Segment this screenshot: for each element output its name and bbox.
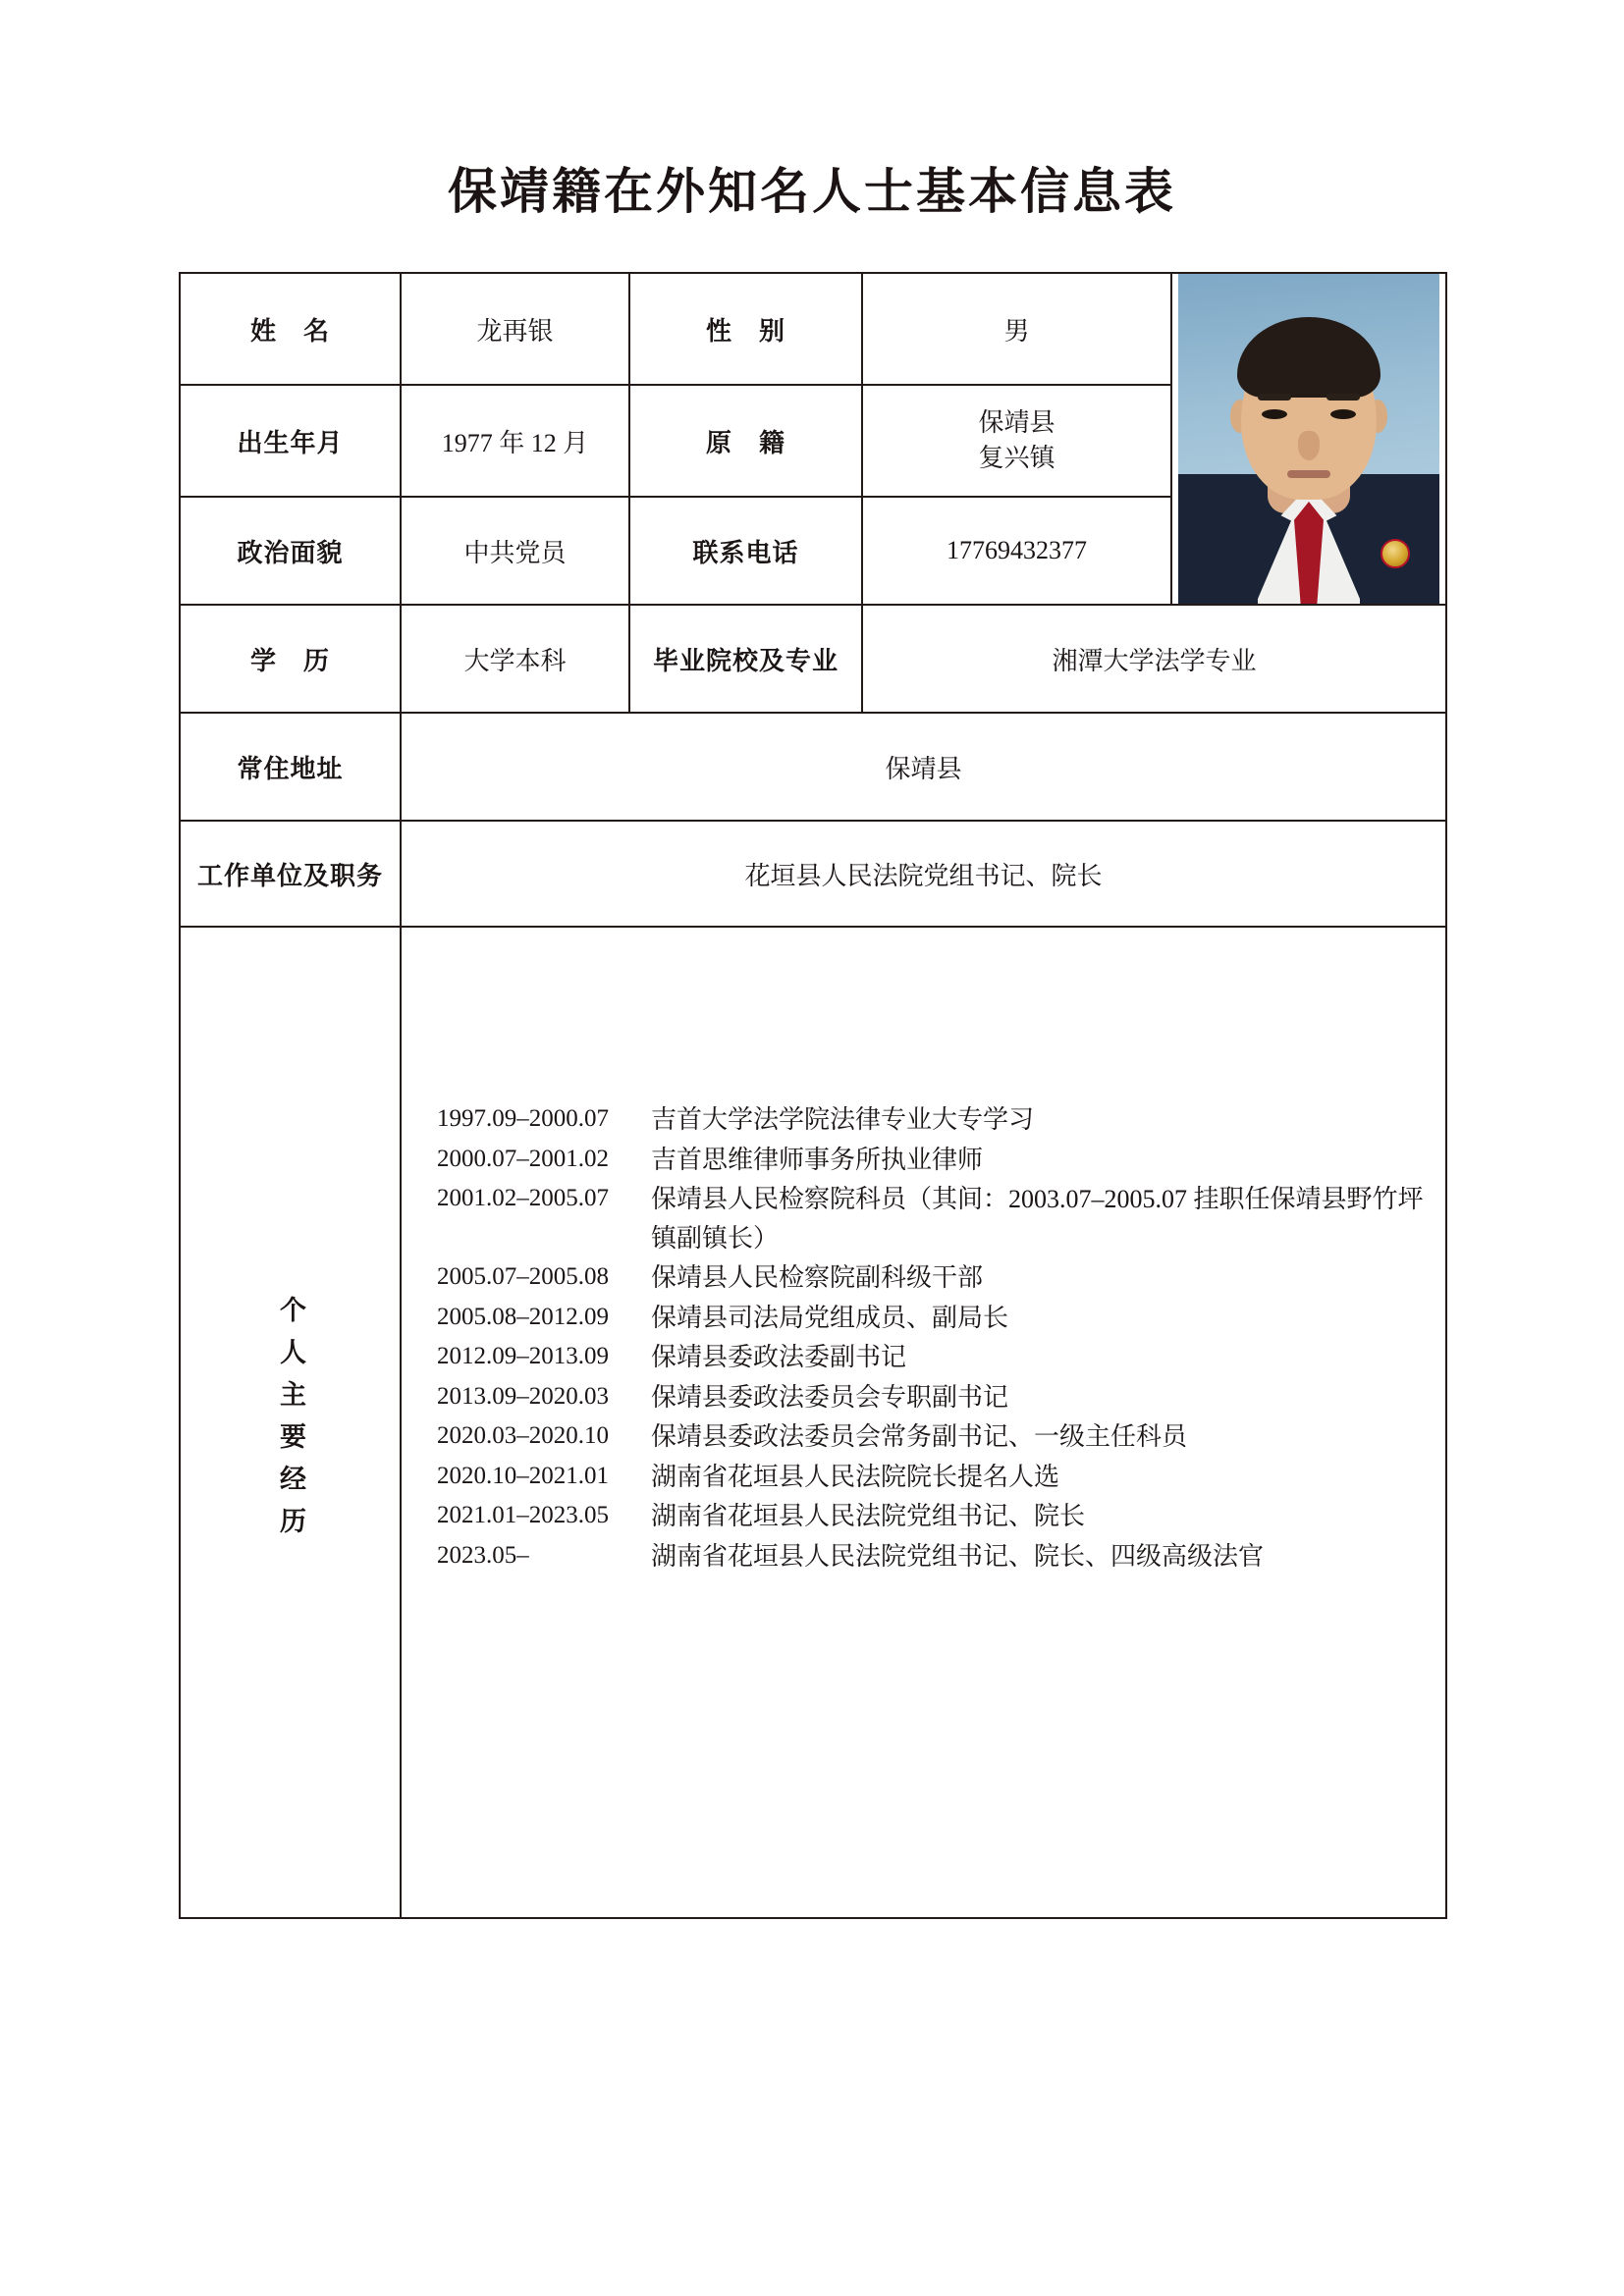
table-row-experience (180, 927, 1446, 1918)
table-row-education (180, 605, 1446, 713)
experience-item-date: 2000.07–2001.02 (437, 1145, 609, 1172)
lapel-badge-icon (1380, 539, 1410, 568)
experience-item-date: 2023.05– (437, 1541, 529, 1569)
experience-item-description: 湖南省花垣县人民法院党组书记、院长、四级高级法官 (651, 1541, 1265, 1571)
experience-item-date: 2020.03–2020.10 (437, 1422, 609, 1450)
experience-item-date: 2005.08–2012.09 (437, 1303, 609, 1330)
experience-item-date: 2013.09–2020.03 (437, 1382, 609, 1410)
value-experience-cell (401, 927, 1446, 1918)
experience-item-description: 保靖县委政法委员会常务副书记、一级主任科员 (651, 1422, 1188, 1452)
experience-item-description: 吉首思维律师事务所执业律师 (651, 1145, 984, 1174)
experience-item-date: 2021.01–2023.05 (437, 1502, 609, 1529)
experience-item-description: 保靖县人民检察院科员（其间：2003.07–2005.07 挂职任保靖县野竹坪镇副镇长） (651, 1185, 1424, 1253)
mouth-shape (1287, 470, 1330, 478)
value-origin-line2: 复兴镇 (978, 444, 1056, 472)
label-education: 学 历 (180, 605, 401, 713)
portrait-photo-image (1178, 274, 1439, 604)
eye-right-shape (1330, 409, 1356, 419)
value-education: 大学本科 (401, 605, 629, 713)
value-origin (862, 385, 1171, 497)
page-title: 保靖籍在外知名人士基本信息表 (448, 164, 1176, 219)
value-gender: 男 (862, 273, 1171, 385)
value-school-major: 湘潭大学法学专业 (862, 605, 1446, 713)
label-work-unit: 工作单位及职务 (180, 821, 401, 927)
experience-item-description: 保靖县司法局党组成员、副局长 (651, 1303, 1009, 1332)
experience-item-description: 保靖县人民检察院副科级干部 (651, 1263, 984, 1293)
experience-item-description: 保靖县委政法委副书记 (651, 1343, 907, 1372)
table-row-name (180, 273, 1446, 385)
experience-item (437, 1258, 1428, 1298)
eyebrow-right-shape (1326, 394, 1360, 400)
label-birth-date: 出生年月 (180, 385, 401, 497)
experience-item-date: 2001.02–2005.07 (437, 1185, 609, 1212)
table-row-address (180, 713, 1446, 821)
experience-item-description: 吉首大学法学院法律专业大专学习 (651, 1105, 1035, 1134)
value-political-status: 中共党员 (401, 497, 629, 605)
label-origin: 原 籍 (629, 385, 862, 497)
label-gender: 性 别 (629, 273, 862, 385)
info-table-wrapper (179, 272, 1445, 1919)
value-birth-date: 1977 年 12 月 (401, 385, 629, 497)
value-address: 保靖县 (401, 713, 1446, 821)
eye-left-shape (1262, 409, 1287, 419)
experience-item-date: 2005.07–2005.08 (437, 1263, 609, 1291)
value-work-unit: 花垣县人民法院党组书记、院长 (401, 821, 1446, 927)
value-phone: 17769432377 (862, 497, 1171, 605)
label-political-status: 政治面貌 (180, 497, 401, 605)
nose-shape (1298, 431, 1320, 460)
experience-item (437, 1180, 1428, 1257)
experience-item-date: 2012.09–2013.09 (437, 1343, 609, 1370)
experience-item (437, 1338, 1428, 1377)
experience-item-description: 湖南省花垣县人民法院党组书记、院长 (651, 1502, 1086, 1531)
experience-item (437, 1497, 1428, 1536)
experience-item (437, 1100, 1428, 1140)
experience-item (437, 1141, 1428, 1180)
experience-item-date: 2020.10–2021.01 (437, 1462, 609, 1489)
label-name: 姓 名 (180, 273, 401, 385)
experience-item (437, 1417, 1428, 1457)
table-row-work-unit (180, 821, 1446, 927)
value-name: 龙再银 (401, 273, 629, 385)
personal-info-table (179, 272, 1447, 1919)
experience-item-description: 保靖县委政法委员会专职副书记 (651, 1382, 1009, 1412)
label-experience-cell (180, 927, 401, 1918)
eyebrow-left-shape (1258, 394, 1291, 400)
label-experience: 个人主要经历 (276, 1296, 305, 1549)
experience-item (437, 1378, 1428, 1417)
label-phone: 联系电话 (629, 497, 862, 605)
label-address: 常住地址 (180, 713, 401, 821)
label-school-major: 毕业院校及专业 (629, 605, 862, 713)
experience-list (402, 928, 1445, 1575)
experience-item-description: 湖南省花垣县人民法院院长提名人选 (651, 1462, 1060, 1491)
portrait-photo (1171, 273, 1446, 605)
vertical-label-wrapper (187, 928, 394, 1917)
experience-item (437, 1299, 1428, 1338)
experience-item-date: 1997.09–2000.07 (437, 1105, 609, 1132)
experience-item (437, 1537, 1428, 1576)
value-origin-line1: 保靖县 (978, 408, 1056, 438)
experience-item (437, 1458, 1428, 1497)
